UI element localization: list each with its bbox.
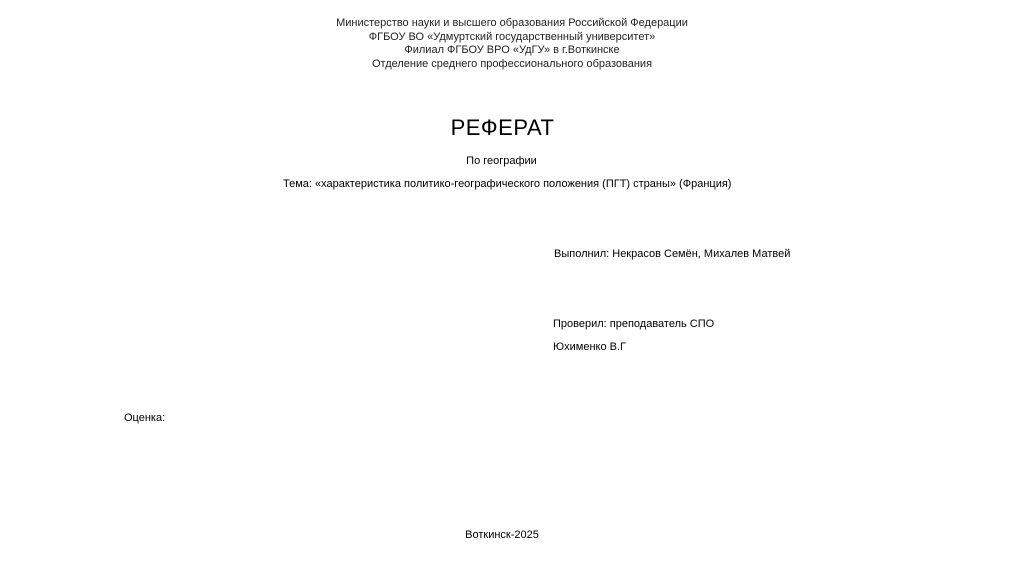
- author-line: Выполнил: Некрасов Семён, Михалев Матвей: [554, 248, 791, 260]
- ministry-line: Министерство науки и высшего образования Российской Федерации: [336, 17, 688, 29]
- subject-line: По географии: [466, 155, 537, 167]
- institution-header: [0, 17, 1024, 71]
- checked-by-line: Проверил: преподаватель СПО: [553, 318, 715, 330]
- city-year-footer: Воткинск-2025: [465, 529, 539, 541]
- topic-line: Тема: «характеристика политико-географического положения (ПГТ) страны» (Франция): [283, 178, 732, 190]
- department-line: Отделение среднего профессионального образования: [371, 57, 653, 70]
- document-title: РЕФЕРАТ: [450, 115, 555, 140]
- branch-line: Филиал ФГБОУ ВРО «УдГУ» в г.Воткинске: [404, 44, 620, 56]
- grade-label: Оценка:: [124, 412, 166, 424]
- university-line: ФГБОУ ВО «Удмуртский государственный университет»: [368, 30, 656, 43]
- teacher-name: Юхименко В.Г: [553, 341, 626, 353]
